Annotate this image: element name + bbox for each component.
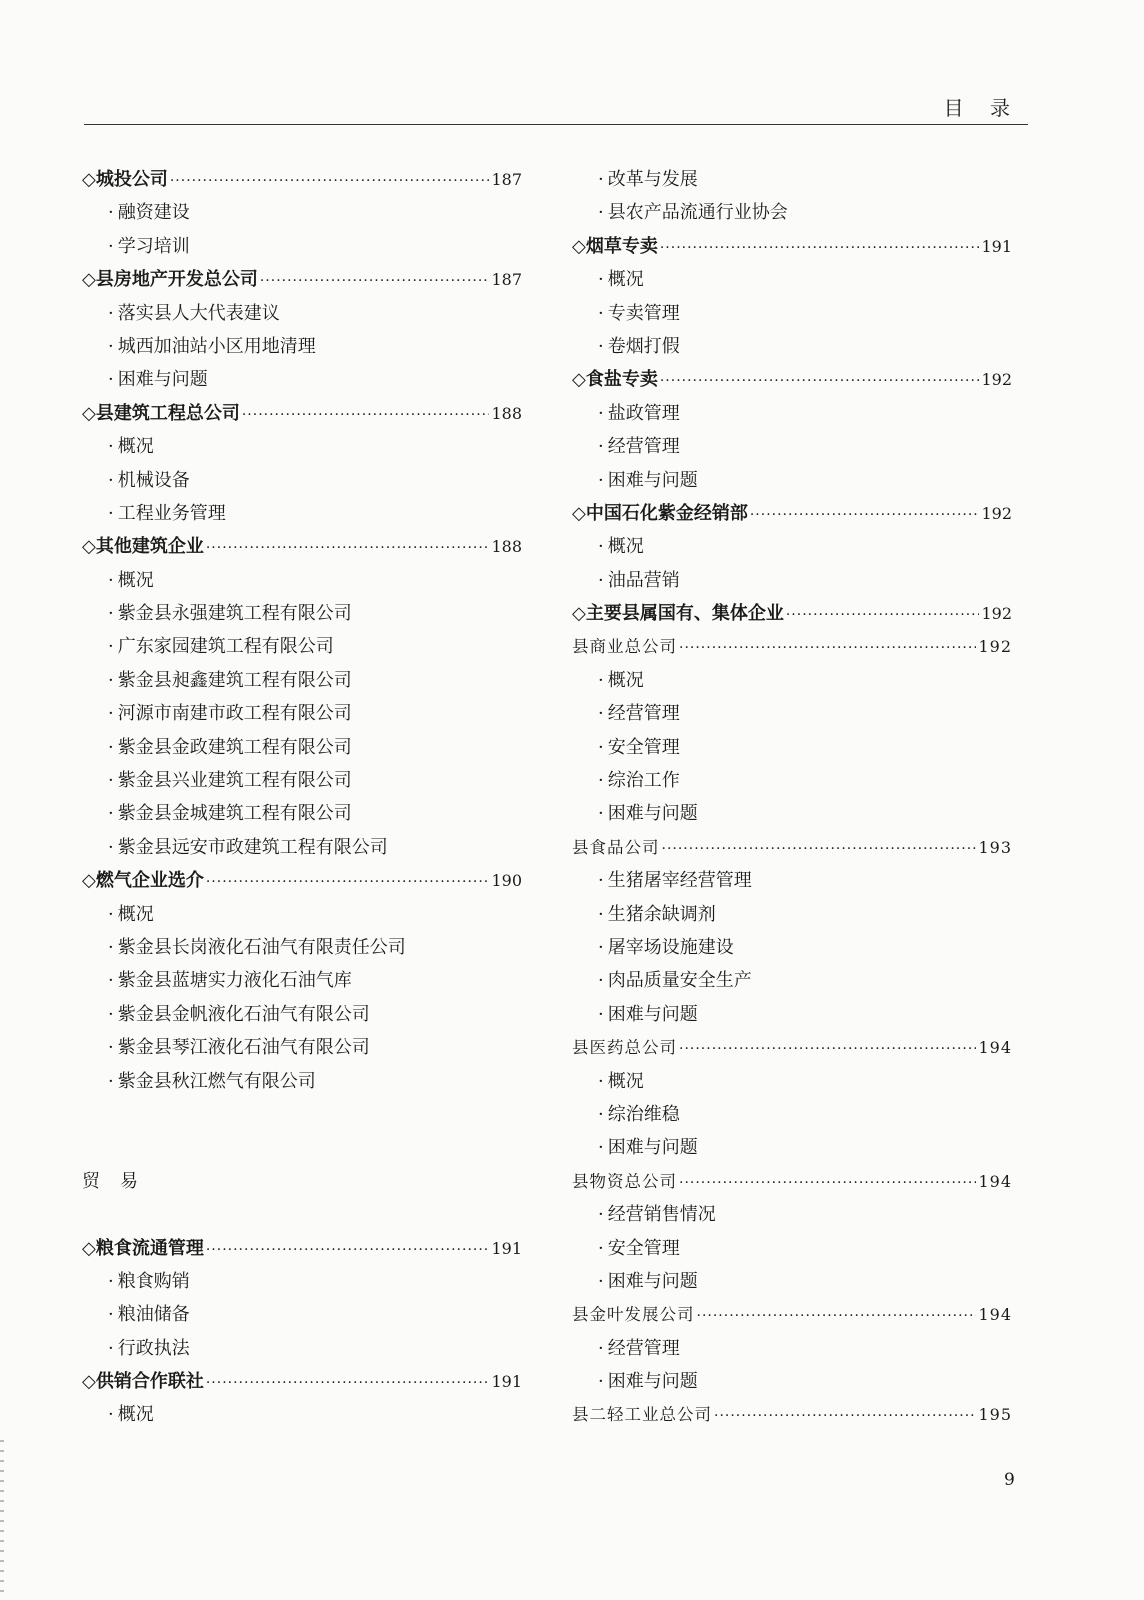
toc-subentry[interactable] xyxy=(572,764,1012,797)
toc-company-entry[interactable] xyxy=(572,1298,1012,1331)
toc-company-entry[interactable] xyxy=(572,831,1012,864)
toc-entry-label: 概况 xyxy=(607,536,644,558)
toc-entry-label: 县金叶发展公司 xyxy=(572,1305,695,1325)
toc-subentry[interactable] xyxy=(82,998,522,1031)
bullet-icon: · xyxy=(598,1237,604,1259)
toc-page-ref: 191 xyxy=(491,1238,522,1258)
bullet-icon: · xyxy=(108,603,114,625)
toc-entry-label: 融资建设 xyxy=(117,202,190,224)
toc-entry-label: 概况 xyxy=(117,1404,154,1426)
toc-spacer xyxy=(82,1131,522,1164)
bullet-icon: · xyxy=(598,770,604,792)
toc-subentry[interactable] xyxy=(82,630,522,663)
bullet-icon: · xyxy=(598,1003,604,1025)
toc-entry-label: 经营管理 xyxy=(607,436,680,458)
bullet-icon: · xyxy=(598,736,604,758)
toc-entry-label: 经营销售情况 xyxy=(607,1204,716,1226)
leader-dots xyxy=(260,265,490,298)
toc-subentry[interactable] xyxy=(572,464,1012,497)
toc-section-entry[interactable] xyxy=(82,397,522,430)
toc-page-ref: 188 xyxy=(491,403,522,423)
toc-subentry[interactable] xyxy=(82,1398,522,1431)
toc-section-entry[interactable] xyxy=(572,597,1012,630)
toc-subentry[interactable] xyxy=(572,1332,1012,1365)
toc-entry-label: 县农产品流通行业协会 xyxy=(607,202,788,224)
toc-subentry[interactable] xyxy=(572,1098,1012,1131)
toc-subentry[interactable] xyxy=(572,1365,1012,1398)
toc-subentry[interactable] xyxy=(82,497,522,530)
toc-entry-label: 油品营销 xyxy=(607,569,680,591)
toc-entry-label: ◇燃气企业选介 xyxy=(82,870,204,892)
toc-section-entry[interactable] xyxy=(82,263,522,296)
header-rule xyxy=(84,124,1028,125)
toc-section-entry[interactable] xyxy=(572,363,1012,396)
toc-entry-label: 概况 xyxy=(607,669,644,691)
toc-entry-label: 粮食购销 xyxy=(117,1270,190,1292)
toc-section-entry[interactable] xyxy=(572,230,1012,263)
toc-page-ref: 192 xyxy=(981,604,1012,624)
toc-subentry[interactable] xyxy=(572,864,1012,897)
bullet-icon: · xyxy=(598,1270,604,1292)
bullet-icon: · xyxy=(108,436,114,458)
toc-section-entry[interactable] xyxy=(82,163,522,196)
bullet-icon: · xyxy=(598,1070,604,1092)
toc-entry-label: ◇粮食流通管理 xyxy=(82,1237,204,1259)
toc-entry-label: 困难与问题 xyxy=(607,1003,698,1025)
toc-entry-label: 紫金县琴江液化石油气有限公司 xyxy=(117,1037,370,1059)
bullet-icon: · xyxy=(598,936,604,958)
bullet-icon: · xyxy=(108,669,114,691)
toc-subentry[interactable] xyxy=(572,530,1012,563)
toc-entry-label: 综治工作 xyxy=(607,770,680,792)
toc-subentry[interactable] xyxy=(82,297,522,330)
toc-subentry[interactable] xyxy=(572,731,1012,764)
toc-entry-label: 紫金县蓝塘实力液化石油气库 xyxy=(117,970,352,992)
leader-dots xyxy=(662,833,977,866)
bullet-icon: · xyxy=(108,502,114,524)
bullet-icon: · xyxy=(598,302,604,324)
toc-subentry[interactable] xyxy=(572,697,1012,730)
toc-subentry[interactable] xyxy=(572,1065,1012,1098)
toc-company-entry[interactable] xyxy=(572,1398,1012,1431)
toc-subentry[interactable] xyxy=(572,1265,1012,1298)
toc-entry-label: 安全管理 xyxy=(607,1237,680,1259)
bullet-icon: · xyxy=(598,1137,604,1159)
leader-dots xyxy=(660,232,980,265)
toc-subentry[interactable] xyxy=(82,931,522,964)
toc-entry-label: 生猪余缺调剂 xyxy=(607,903,716,925)
bullet-icon: · xyxy=(598,469,604,491)
leader-dots xyxy=(206,532,490,565)
leader-dots xyxy=(170,165,490,198)
toc-subentry[interactable] xyxy=(572,163,1012,196)
toc-subentry[interactable] xyxy=(82,697,522,730)
toc-spacer xyxy=(82,1198,522,1231)
toc-subentry[interactable] xyxy=(572,931,1012,964)
toc-entry-label: 紫金县昶鑫建筑工程有限公司 xyxy=(117,669,352,691)
leader-dots xyxy=(679,1167,976,1200)
toc-subentry[interactable] xyxy=(82,797,522,830)
toc-subentry[interactable] xyxy=(82,764,522,797)
toc-entry-label: 广东家园建筑工程有限公司 xyxy=(117,636,334,658)
bullet-icon: · xyxy=(598,1337,604,1359)
toc-company-entry[interactable] xyxy=(572,1031,1012,1064)
bullet-icon: · xyxy=(598,402,604,424)
toc-entry-label: 机械设备 xyxy=(117,469,190,491)
bullet-icon: · xyxy=(108,636,114,658)
toc-subentry[interactable] xyxy=(82,1332,522,1365)
toc-entry-label: 县物资总公司 xyxy=(572,1171,677,1191)
toc-subentry[interactable] xyxy=(572,664,1012,697)
toc-page-ref: 192 xyxy=(981,503,1012,523)
bullet-icon: · xyxy=(108,803,114,825)
toc-subentry[interactable] xyxy=(572,263,1012,296)
bullet-icon: · xyxy=(598,803,604,825)
toc-subentry[interactable] xyxy=(82,230,522,263)
bullet-icon: · xyxy=(598,1204,604,1226)
bullet-icon: · xyxy=(598,669,604,691)
toc-entry-label: 安全管理 xyxy=(607,736,680,758)
bullet-icon: · xyxy=(598,1103,604,1125)
toc-subentry[interactable] xyxy=(572,397,1012,430)
toc-subentry[interactable] xyxy=(572,564,1012,597)
toc-entry-label: 紫金县秋江燃气有限公司 xyxy=(117,1070,316,1092)
bullet-icon: · xyxy=(108,1270,114,1292)
toc-subentry[interactable] xyxy=(82,597,522,630)
toc-subentry[interactable] xyxy=(572,330,1012,363)
bullet-icon: · xyxy=(598,536,604,558)
toc-subentry[interactable] xyxy=(82,898,522,931)
toc-entry-label: 落实县人大代表建议 xyxy=(117,302,280,324)
bullet-icon: · xyxy=(108,1070,114,1092)
bullet-icon: · xyxy=(598,269,604,291)
toc-subentry[interactable] xyxy=(82,196,522,229)
toc-entry-label: 县医药总公司 xyxy=(572,1038,677,1058)
toc-subentry[interactable] xyxy=(572,964,1012,997)
page-number: 9 xyxy=(1004,1470,1015,1490)
leader-dots xyxy=(679,1033,976,1066)
leader-dots xyxy=(206,866,490,899)
toc-entry-label: 紫金县兴业建筑工程有限公司 xyxy=(117,770,352,792)
toc-entry-label: 行政执法 xyxy=(117,1337,190,1359)
toc-page-ref: 195 xyxy=(978,1405,1012,1425)
toc-page-ref: 187 xyxy=(491,170,522,189)
toc-subentry[interactable] xyxy=(572,1232,1012,1265)
bullet-icon: · xyxy=(108,202,114,224)
toc-entry-label: 困难与问题 xyxy=(607,803,698,825)
bullet-icon: · xyxy=(108,1037,114,1059)
toc-entry-label: 盐政管理 xyxy=(607,402,680,424)
toc-entry-label: 县食品公司 xyxy=(572,837,660,857)
toc-subentry[interactable] xyxy=(82,1265,522,1298)
toc-entry-label: ◇供销合作联社 xyxy=(82,1371,204,1393)
toc-page-ref: 187 xyxy=(491,270,522,290)
toc-subentry[interactable] xyxy=(572,1131,1012,1164)
bullet-icon: · xyxy=(598,202,604,224)
toc-entry-label: 概况 xyxy=(607,1070,644,1092)
leader-dots xyxy=(750,499,980,532)
toc-subentry[interactable] xyxy=(82,731,522,764)
toc-right-column xyxy=(572,163,1012,1432)
bullet-icon: · xyxy=(108,736,114,758)
toc-entry-label: 专卖管理 xyxy=(607,302,680,324)
toc-page-ref: 192 xyxy=(978,637,1012,657)
toc-section-entry[interactable] xyxy=(82,530,522,563)
toc-entry-label: 工程业务管理 xyxy=(117,502,226,524)
toc-entry-label: 困难与问题 xyxy=(607,1137,698,1159)
toc-subentry[interactable] xyxy=(572,797,1012,830)
toc-subentry[interactable] xyxy=(572,998,1012,1031)
toc-entry-label: 困难与问题 xyxy=(607,469,698,491)
toc-page-ref: 190 xyxy=(491,871,522,891)
toc-section-entry[interactable] xyxy=(82,1365,522,1398)
toc-entry-label: 紫金县金帆液化石油气有限公司 xyxy=(117,1003,370,1025)
toc-subentry[interactable] xyxy=(572,1198,1012,1231)
toc-entry-label: ◇城投公司 xyxy=(82,169,168,190)
toc-page-ref: 193 xyxy=(978,837,1012,857)
toc-entry-label: ◇主要县属国有、集体企业 xyxy=(572,603,784,625)
bullet-icon: · xyxy=(108,970,114,992)
toc-entry-label: ◇中国石化紫金经销部 xyxy=(572,502,748,524)
bullet-icon: · xyxy=(598,335,604,357)
bullet-icon: · xyxy=(598,569,604,591)
toc-entry-label: 困难与问题 xyxy=(607,1371,698,1393)
bullet-icon: · xyxy=(598,169,604,190)
bullet-icon: · xyxy=(108,936,114,958)
bullet-icon: · xyxy=(108,770,114,792)
bullet-icon: · xyxy=(108,1304,114,1326)
leader-dots xyxy=(206,1367,490,1400)
leader-dots xyxy=(786,599,980,632)
toc-left-column xyxy=(82,163,522,1432)
bullet-icon: · xyxy=(108,1404,114,1426)
toc-entry-label: 学习培训 xyxy=(117,235,190,257)
leader-dots xyxy=(242,399,490,432)
leader-dots xyxy=(660,365,980,398)
toc-entry-label: 紫金县长岗液化石油气有限责任公司 xyxy=(117,936,406,958)
toc-entry-label: ◇县房地产开发总公司 xyxy=(82,269,258,291)
toc-page-ref: 194 xyxy=(978,1305,1012,1325)
toc-spacer xyxy=(82,1098,522,1131)
toc-entry-label: 县商业总公司 xyxy=(572,637,677,657)
toc-company-entry[interactable] xyxy=(572,630,1012,663)
bullet-icon: · xyxy=(108,1003,114,1025)
bullet-icon: · xyxy=(598,1371,604,1393)
bullet-icon: · xyxy=(108,836,114,858)
toc-entry-label: 河源市南建市政工程有限公司 xyxy=(117,703,352,725)
toc-entry-label: 综治维稳 xyxy=(607,1103,680,1125)
bullet-icon: · xyxy=(108,903,114,925)
toc-entry-label: 经营管理 xyxy=(607,703,680,725)
bullet-icon: · xyxy=(598,436,604,458)
toc-entry-label: 困难与问题 xyxy=(117,369,208,391)
leader-dots xyxy=(679,632,976,665)
toc-entry-label: 紫金县金城建筑工程有限公司 xyxy=(117,803,352,825)
toc-page-ref: 191 xyxy=(981,236,1012,256)
toc-section-entry[interactable] xyxy=(82,864,522,897)
toc-subentry[interactable] xyxy=(82,964,522,997)
toc-subentry[interactable] xyxy=(82,664,522,697)
toc-entry-label: 肉品质量安全生产 xyxy=(607,970,752,992)
bullet-icon: · xyxy=(108,235,114,257)
toc-entry-label: 城西加油站小区用地清理 xyxy=(117,335,316,357)
bullet-icon: · xyxy=(108,335,114,357)
toc-subentry[interactable] xyxy=(82,831,522,864)
leader-dots xyxy=(206,1234,490,1267)
toc-entry-label: 困难与问题 xyxy=(607,1270,698,1292)
toc-subentry[interactable] xyxy=(572,430,1012,463)
toc-section-entry[interactable] xyxy=(572,497,1012,530)
toc-entry-label: 县二轻工业总公司 xyxy=(572,1405,712,1425)
toc-subentry[interactable] xyxy=(82,363,522,396)
toc-entry-label: 紫金县远安市政建筑工程有限公司 xyxy=(117,836,388,858)
bullet-icon: · xyxy=(108,569,114,591)
bullet-icon: · xyxy=(598,870,604,892)
toc-page-ref: 188 xyxy=(491,537,522,557)
page-header-title: 目 录 xyxy=(943,96,1020,120)
toc-section-entry[interactable] xyxy=(82,1232,522,1265)
scan-edge-marks xyxy=(0,1440,4,1600)
toc-entry-label: 概况 xyxy=(117,903,154,925)
toc-entry-label: 改革与发展 xyxy=(607,169,698,190)
toc-entry-label: 屠宰场设施建设 xyxy=(607,936,734,958)
bullet-icon: · xyxy=(598,903,604,925)
bullet-icon: · xyxy=(598,703,604,725)
leader-dots xyxy=(714,1400,976,1433)
toc-entry-label: 紫金县金政建筑工程有限公司 xyxy=(117,736,352,758)
toc-entry-label: ◇烟草专卖 xyxy=(572,235,658,257)
bullet-icon: · xyxy=(598,970,604,992)
toc-subentry[interactable] xyxy=(572,898,1012,931)
toc-subentry[interactable] xyxy=(82,330,522,363)
bullet-icon: · xyxy=(108,302,114,324)
toc-subentry[interactable] xyxy=(572,297,1012,330)
toc-subentry[interactable] xyxy=(82,1031,522,1064)
toc-page-ref: 191 xyxy=(491,1372,522,1392)
toc-subentry[interactable] xyxy=(82,464,522,497)
toc-company-entry[interactable] xyxy=(572,1165,1012,1198)
toc-category-label: 贸易 xyxy=(82,1170,158,1192)
toc-entry-label: 卷烟打假 xyxy=(607,335,680,357)
toc-page-ref: 192 xyxy=(981,370,1012,390)
toc-entry-label: 经营管理 xyxy=(607,1337,680,1359)
bullet-icon: · xyxy=(108,1337,114,1359)
toc-subentry[interactable] xyxy=(82,430,522,463)
toc-entry-label: ◇其他建筑企业 xyxy=(82,536,204,558)
toc-entry-label: 概况 xyxy=(117,569,154,591)
leader-dots xyxy=(697,1300,977,1333)
toc-subentry[interactable] xyxy=(82,1298,522,1331)
toc-entry-label: 概况 xyxy=(607,269,644,291)
toc-category-heading xyxy=(82,1165,522,1198)
toc-page-ref: 194 xyxy=(978,1171,1012,1191)
toc-entry-label: 粮油储备 xyxy=(117,1304,190,1326)
toc-page-ref: 194 xyxy=(978,1038,1012,1058)
bullet-icon: · xyxy=(108,369,114,391)
bullet-icon: · xyxy=(108,703,114,725)
toc-entry-label: 概况 xyxy=(117,436,154,458)
toc-subentry[interactable] xyxy=(82,1065,522,1098)
toc-entry-label: ◇县建筑工程总公司 xyxy=(82,402,240,424)
toc-subentry[interactable] xyxy=(572,196,1012,229)
toc-entry-label: 紫金县永强建筑工程有限公司 xyxy=(117,603,352,625)
bullet-icon: · xyxy=(108,469,114,491)
toc-entry-label: 生猪屠宰经营管理 xyxy=(607,870,752,892)
toc-subentry[interactable] xyxy=(82,564,522,597)
toc-entry-label: ◇食盐专卖 xyxy=(572,369,658,391)
